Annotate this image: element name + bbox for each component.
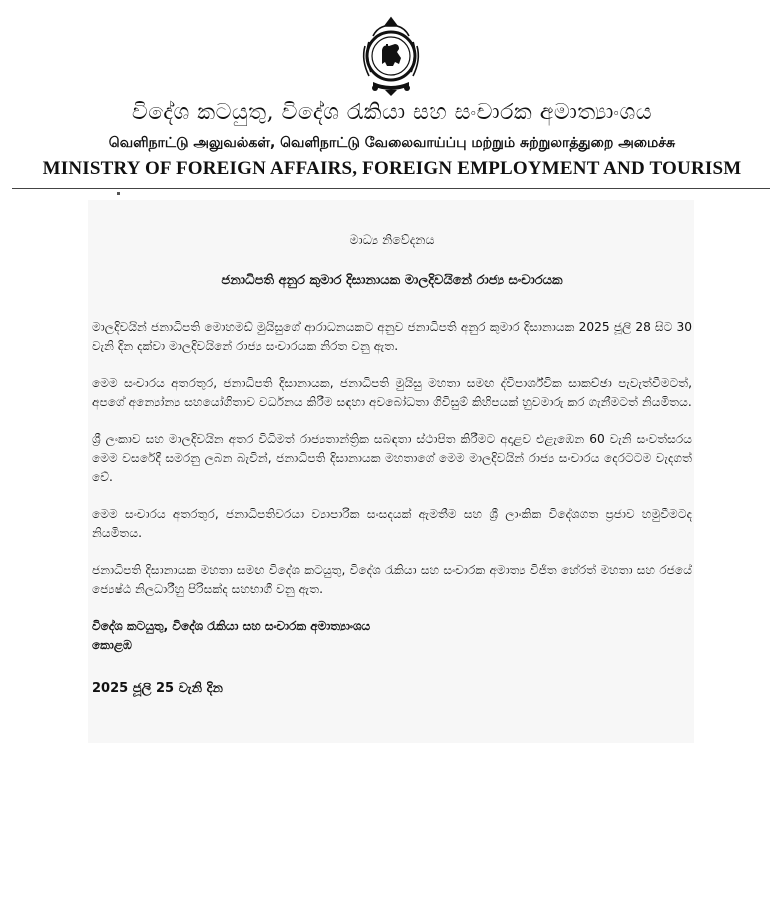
signature-ministry: විදේශ කටයුතු, විදේශ රැකියා සහ සංචාරක අමාත්‍යාංශය [92, 619, 371, 633]
media-release-label: මාධ්‍ය නිවේදනය [349, 232, 435, 247]
ministry-name-tamil: வெளிநாட்டு அலுவல்கள், வெளிநாட்டு வேலைவாய்ப்பு மற்றும் சுற்றுலாத்துறை அமைச்சு [108, 135, 676, 151]
paragraph: ශ්‍රී ලංකාව සහ මාලදිවයින අතර විධිමත් රාජ්‍යතාන්ත්‍රික සබඳතා ස්ථාපිත කිරීමට අදාළව එළැඹෙන 60 වැනි සංවත්සරය මෙම වසරේදී සමරනු ලබන බැවින්, ජනාධිපති දිසානායක මහතාගේ මෙම මාලදිවයින් රාජ්‍ය සංචාරය දෙරටටම වැදගත් වේ. [92, 432, 692, 484]
release-title: ජනාධිපති අනුර කුමාර දිසානායක මාලදිවයිනේ රාජ්‍ය සංචාරයක [221, 273, 563, 288]
paragraph: ජනාධිපති දිසානායක මහතා සමඟ විදේශ කටයුතු, විදේශ රැකියා සහ සංචාරක අමාත්‍ය විජිත හේරත් මහතා සහ රජයේ ජ්‍යෙෂ්ඨ නිලධාරීහු පිරිසක්ද සහභාගී වනු ඇත. [92, 563, 692, 596]
paragraph: මෙම සංචාරය අතරතුර, ජනාධිපතිවරයා ව්‍යාපාරික සංසදයක් ඇමතීම සහ ශ්‍රී ලාංකික විදේශගත ප්‍රජාව හමුවීමටද නියමිතය. [92, 507, 692, 540]
paragraph: මාලදිවයින් ජනාධිපති මොහමඩ් මුයිසුගේ ආරාධනයකට අනුව ජනාධිපති අනුර කුමාර දිසානායක 2025 ජූලි 28 සිට 30 වැනි දින දක්වා මාලදිවයිනේ රාජ්‍ය සංචාරයක නිරත වනු ඇත. [92, 320, 692, 353]
scan-mark [117, 192, 120, 195]
sri-lanka-emblem-icon [355, 14, 427, 98]
signature-city: කොළඹ [92, 638, 132, 652]
ministry-name-english: MINISTRY OF FOREIGN AFFAIRS, FOREIGN EMPLOYMENT AND TOURISM [42, 158, 742, 179]
ministry-name-sinhala: විදේශ කටයුතු, විදේශ රැකියා සහ සංචාරක අමාත්‍යාංශය [131, 100, 653, 125]
header-divider [12, 188, 770, 189]
paragraph: මෙම සංචාරය අතරතුර, ජනාධිපති දිසානායක, ජනාධිපති මුයිසු මහතා සමඟ ද්විපාර්ශ්වික සාකච්ඡා පැවැත්වීමටත්, අපගේ අන්‍යෝන්‍ය සහයෝගිතාව වර්ධනය කිරීම සඳහා අවබෝධතා ගිවිසුම් කිහිපයක් හුවමාරු කර ගැනීමටත් නියමිතය. [92, 376, 692, 409]
release-date: 2025 ජූලි 25 වැනි දින [92, 681, 223, 696]
press-release [92, 230, 692, 698]
